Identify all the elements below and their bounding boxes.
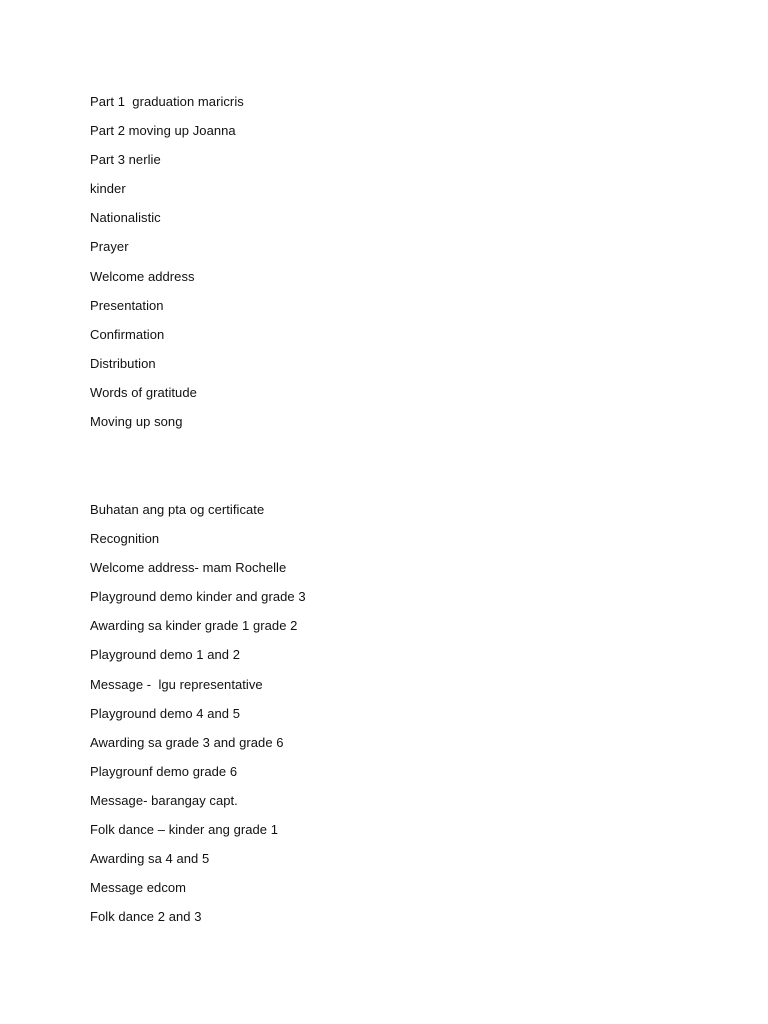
text-line: Part 2 moving up Joanna [90, 123, 236, 139]
program-list-part-1 [90, 92, 244, 441]
text-line: Playground demo 1 and 2 [90, 647, 241, 663]
text-line: Message edcom [90, 880, 187, 896]
text-line: Recognition [90, 531, 160, 547]
text-line: Awarding sa 4 and 5 [90, 851, 210, 867]
text-line: Message - lgu representative [90, 676, 263, 692]
text-line: Playground demo kinder and grade 3 [90, 589, 306, 605]
text-line: Playgrounf demo grade 6 [90, 763, 238, 779]
text-line: Moving up song [90, 414, 183, 430]
text-line: Confirmation [90, 326, 165, 342]
text-line: Prayer [90, 239, 129, 255]
text-line: Part 1 graduation maricris [90, 94, 244, 109]
text-line: Buhatan ang pta og certificate [90, 502, 265, 517]
text-line: Awarding sa kinder grade 1 grade 2 [90, 618, 298, 634]
text-line: Distribution [90, 355, 156, 371]
text-line: Folk dance 2 and 3 [90, 909, 202, 925]
text-line: Words of gratitude [90, 384, 197, 400]
text-line: Folk dance – kinder ang grade 1 [90, 822, 279, 838]
text-line: Welcome address [90, 268, 195, 284]
text-line: Awarding sa grade 3 and grade 6 [90, 734, 284, 750]
text-line: kinder [90, 181, 126, 197]
text-line: Welcome address- mam Rochelle [90, 560, 287, 576]
text-line: Part 3 nerlie [90, 152, 161, 168]
text-line: Nationalistic [90, 210, 161, 226]
text-line: Message- barangay capt. [90, 792, 238, 808]
text-line: Playground demo 4 and 5 [90, 705, 241, 721]
text-line: Presentation [90, 297, 164, 313]
program-list-part-2 [90, 500, 306, 936]
